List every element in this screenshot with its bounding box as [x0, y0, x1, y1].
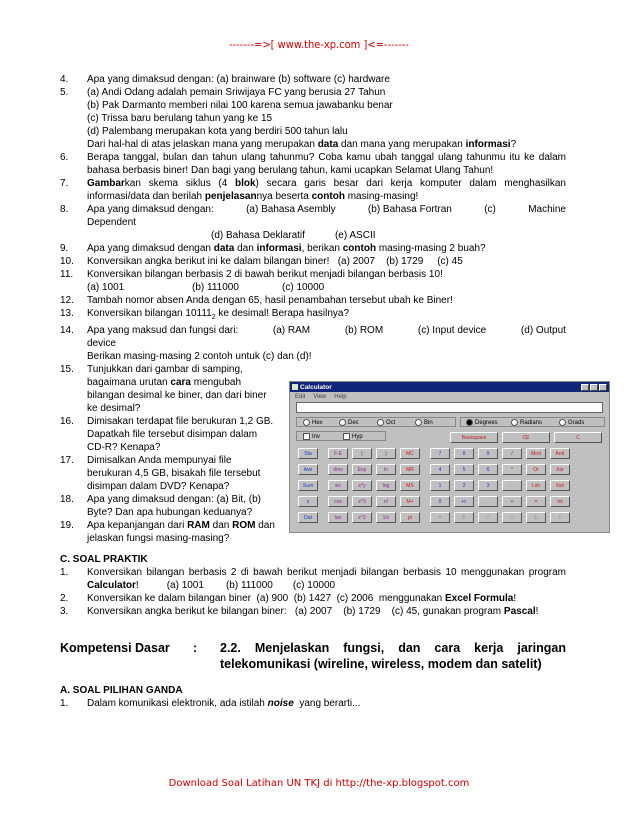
key-ln[interactable]: ln — [376, 464, 396, 475]
key-MC[interactable]: MC — [400, 448, 420, 459]
c-key[interactable]: C — [554, 432, 602, 443]
key-4[interactable]: 4 — [430, 464, 450, 475]
practice-1: 1. Konversikan bilangan berbasis 2 di bawah berikut menjadi bilangan berbasis 10 menggunakan program Calculator! (a) 1001 (b) 111000 (c) 10000 — [60, 567, 566, 591]
number-system-group: Hex Dec Oct Bin — [296, 417, 456, 427]
key-cos[interactable]: cos — [328, 496, 348, 507]
kompetensi-dasar: Kompetensi Dasar : 2.2. Menjelaskan fungsi, dan cara kerja jaringan telekomunikasi (wireline, wireless, modem dan satelit) — [60, 641, 566, 671]
ce-key[interactable]: CE — [502, 432, 550, 443]
key-([interactable]: ( — [352, 448, 372, 459]
backspace-key[interactable]: Backspace — [450, 432, 498, 443]
key-n![interactable]: n! — [376, 496, 396, 507]
question-13: 13. Konversikan bilangan $10111_2$ ke desimal! Berapa hasilnya? — [60, 308, 350, 321]
key-F-E[interactable]: F-E — [328, 448, 348, 459]
key-log[interactable]: log — [376, 480, 396, 491]
question-6: 6. Berapa tanggal, bulan dan tahun ulang tahunmu? Coba kamu ubah tanggal ulang tahunmu itu ke dalam bahasa berbasis biner! Dan bagi yang berulang tahun, kami ucapkan Selamat Ulang Tahun! — [60, 152, 566, 176]
calculator-display — [296, 402, 603, 413]
key-3[interactable]: 3 — [478, 480, 498, 491]
key-And[interactable]: And — [550, 448, 570, 459]
key-B[interactable]: B — [454, 512, 474, 523]
key-E[interactable]: E — [526, 512, 546, 523]
key-6[interactable]: 6 — [478, 464, 498, 475]
key-1[interactable]: 1 — [430, 480, 450, 491]
key-1/x[interactable]: 1/x — [376, 512, 396, 523]
key-0[interactable]: 0 — [430, 496, 450, 507]
key-Or[interactable]: Or — [526, 464, 546, 475]
menu-edit[interactable]: Edit — [295, 393, 306, 400]
key-=[interactable]: = — [526, 496, 546, 507]
checkbox-group: Inv Hyp — [296, 431, 386, 441]
section-a-title: A. SOAL PILIHAN GANDA — [60, 685, 183, 696]
angle-unit-group: Degrees Radians Grads — [460, 417, 605, 427]
question-12: 12. Tambah nomor absen Anda dengan 65, hasil penambahan tersebut ubah ke Biner! — [60, 295, 453, 306]
question-11: 11. Konversikan bilangan berbasis 2 di bawah berikut menjadi bilangan berbasis 10! (a) 1001 (b) 111000 (c) 10000 — [60, 269, 443, 293]
key-Sum[interactable]: Sum — [298, 480, 318, 491]
maximize-icon[interactable] — [590, 384, 598, 391]
multiple-choice-1: 1. Dalam komunikasi elektronik, ada istilah noise yang berarti... — [60, 698, 361, 709]
key-Sta[interactable]: Sta — [298, 448, 318, 459]
question-15: 15. Tunjukkan dari gambar di samping, bagaimana urutan cara mengubah bilangan desimal ke biner, dan dari biner ke desimal? — [60, 364, 267, 414]
key-D[interactable]: D — [502, 512, 522, 523]
menu-help[interactable]: Help — [334, 393, 347, 400]
key-Int[interactable]: Int — [550, 496, 570, 507]
key-7[interactable]: 7 — [430, 448, 450, 459]
question-17: 17. Dimisalkan Anda mempunyai file berukuran 4,5 GB, bisakah file tersebut disimpan dalam DVD? Kenapa? — [60, 455, 261, 492]
minimize-icon[interactable] — [581, 384, 589, 391]
question-16: 16. Dimisakan terdapat file berukuran 1,2 GB. Dapatkah file tersebut disimpan dalam CD-R? Kenapa? — [60, 416, 274, 453]
key-A[interactable]: A — [430, 512, 450, 523]
key-8[interactable]: 8 — [454, 448, 474, 459]
left-column-questions — [60, 363, 275, 545]
question-14: 14. Apa yang maksud dan fungsi dari: (a) RAM (b) ROM (c) Input device (d) Output device Berikan masing-masing 2 contoh untuk (c) dan (d)! — [60, 325, 566, 362]
key-*[interactable]: * — [502, 464, 522, 475]
key-.[interactable]: . — [478, 496, 498, 507]
question-19: 19. Apa kepanjangan dari RAM dan ROM dan jelaskan fungsi masing-masing? — [60, 520, 275, 544]
key-2[interactable]: 2 — [454, 480, 474, 491]
page-header: -------=>[ www.the-xp.com ]<=------- — [229, 38, 409, 51]
key-Xor[interactable]: Xor — [550, 464, 570, 475]
key-5[interactable]: 5 — [454, 464, 474, 475]
calculator-title: Calculator — [300, 383, 332, 391]
section-c-title: C. SOAL PRAKTIK — [60, 554, 148, 565]
key--[interactable]: - — [502, 480, 522, 491]
page-footer: Download Soal Latihan UN TKJ di http://the-xp.blogspot.com — [168, 778, 470, 789]
key-x^y[interactable]: x^y — [352, 480, 372, 491]
question-10: 10. Konversikan angka berikut ini ke dalam bilangan biner! (a) 2007 (b) 1729 (c) 45 — [60, 256, 463, 267]
key-C[interactable]: C — [478, 512, 498, 523]
question-4: 4. Apa yang dimaksud dengan: (a) brainware (b) software (c) hardware — [60, 74, 390, 85]
key-tan[interactable]: tan — [328, 512, 348, 523]
key-s[interactable]: s — [298, 496, 318, 507]
key-x^3[interactable]: x^3 — [352, 496, 372, 507]
practice-2: 2. Konversikan ke dalam bilangan biner (a) 900 (b) 1427 (c) 2006 menggunakan Excel Formula! — [60, 593, 517, 604]
key-dms[interactable]: dms — [328, 464, 348, 475]
close-icon[interactable] — [599, 384, 607, 391]
question-8: 8. Apa yang dimaksud dengan: (a) Bahasa Asembly (b) Bahasa Fortran (c) Machine Dependent (d) Bahasa Deklaratif (e) ASCII — [60, 204, 566, 241]
key-M+[interactable]: M+ — [400, 496, 420, 507]
key-x^2[interactable]: x^2 — [352, 512, 372, 523]
key-MR[interactable]: MR — [400, 464, 420, 475]
calculator-menu — [290, 392, 609, 401]
question-18: 18. Apa yang dimaksud dengan: (a) Bit, (b) Byte? Dan apa hubungan keduanya? — [60, 494, 261, 518]
question-9: 9. Apa yang dimaksud dengan data dan informasi, berikan contoh masing-masing 2 buah? — [60, 243, 486, 254]
key-/[interactable]: / — [502, 448, 522, 459]
calculator-window — [289, 381, 610, 533]
key-Lsh[interactable]: Lsh — [526, 480, 546, 491]
menu-view[interactable]: View — [313, 393, 327, 400]
key-+[interactable]: + — [502, 496, 522, 507]
key-+/-[interactable]: +/- — [454, 496, 474, 507]
key-9[interactable]: 9 — [478, 448, 498, 459]
practice-3: 3. Konversikan angka berikut ke bilangan biner: (a) 2007 (b) 1729 (c) 45, gunakan program Pascal! — [60, 606, 539, 617]
key-sin[interactable]: sin — [328, 480, 348, 491]
calculator-app-icon — [292, 384, 298, 390]
key-Not[interactable]: Not — [550, 480, 570, 491]
question-5: 5. (a) Andi Odang adalah pemain Sriwijaya FC yang berusia 27 Tahun (b) Pak Darmanto memberi nilai 100 karena semua jawabanku benar (c) Trissa baru berulang tahun yang ke 15 (d) Palembang merupakan kota yang berdiri 500 tahun lalu Dari hal-hal di atas jelaskan mana yang merupakan data dan mana yang merupakan informasi? — [60, 87, 517, 150]
key-Ave[interactable]: Ave — [298, 464, 318, 475]
key-pi[interactable]: pi — [400, 512, 420, 523]
key-Exp[interactable]: Exp — [352, 464, 372, 475]
key-)[interactable]: ) — [376, 448, 396, 459]
key-F[interactable]: F — [550, 512, 570, 523]
key-Dat[interactable]: Dat — [298, 512, 318, 523]
question-7: 7. Gambarkan skema siklus (4 blok) secara garis besar dari kerja komputer dalam menghasilkan informasi/data dan berilah penjelasannya beserta contoh masing-masing! — [60, 178, 566, 202]
key-MS[interactable]: MS — [400, 480, 420, 491]
key-Mod[interactable]: Mod — [526, 448, 546, 459]
